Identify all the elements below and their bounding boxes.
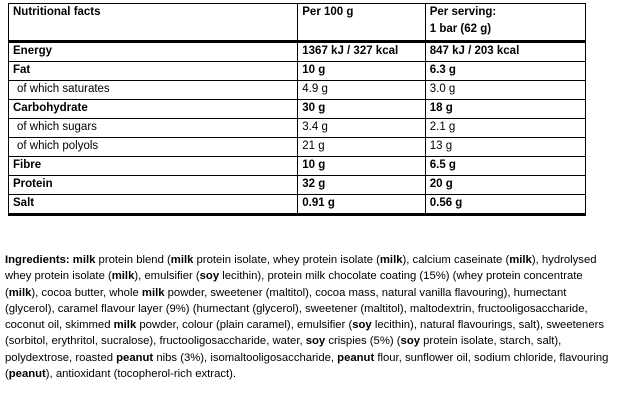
value-per-serving: 6.3 g <box>425 62 585 81</box>
ingredient-text: ), emulsifier ( <box>134 270 200 283</box>
allergen-highlight: peanut <box>8 368 46 381</box>
value-per-serving: 13 g <box>425 138 585 157</box>
ingredients-list <box>5 254 608 380</box>
nutrition-table <box>8 3 586 216</box>
table-row-polyols <box>9 138 586 157</box>
nutrient-name: Energy <box>9 42 298 62</box>
value-per-100g: 0.91 g <box>298 195 425 215</box>
value-per-serving: 0.56 g <box>425 195 585 215</box>
header-per-serving <box>425 4 585 42</box>
value-per-serving: 3.0 g <box>425 81 585 100</box>
value-per-100g: 30 g <box>298 100 425 119</box>
value-per-100g: 3.4 g <box>298 119 425 138</box>
value-per-serving: 847 kJ / 203 kcal <box>425 42 585 62</box>
allergen-highlight: milk <box>509 254 532 266</box>
allergen-highlight: soy <box>400 335 421 348</box>
ingredient-text: lecithin), natural flavourings, salt), sweeteners (sorbitol, erythritol, sucralose), fructooligosaccharide, water, <box>5 319 605 348</box>
nutrient-name: of which polyols <box>9 138 298 157</box>
ingredients-text <box>5 252 613 382</box>
ingredient-text: lecithin), protein milk chocolate coating (15%) (whey protein concentrate ( <box>5 270 583 299</box>
header-nutritional-facts: Nutritional facts <box>9 4 298 42</box>
allergen-highlight: milk <box>72 254 96 266</box>
ingredient-text: flour, sunflower oil, sodium chloride, flavouring ( <box>5 351 609 381</box>
allergen-highlight: milk <box>111 270 135 283</box>
table-row-energy <box>9 42 586 62</box>
nutrient-name: Fat <box>9 62 298 81</box>
allergen-highlight: soy <box>199 270 220 283</box>
table-row-carbohydrate <box>9 100 586 119</box>
allergen-highlight: milk <box>113 319 137 332</box>
table-row-fibre <box>9 157 586 176</box>
value-per-serving: 18 g <box>425 100 585 119</box>
value-per-100g: 1367 kJ / 327 kcal <box>298 42 425 62</box>
table-row-fat <box>9 62 586 81</box>
ingredient-text: ), cocoa butter, whole <box>31 286 142 299</box>
allergen-highlight: peanut <box>337 351 375 364</box>
allergen-highlight: peanut <box>116 351 154 364</box>
nutrient-name: of which saturates <box>9 81 298 100</box>
ingredient-text: ), calcium caseinate ( <box>402 254 510 266</box>
table-row-saturates <box>9 81 586 100</box>
table-row-sugars <box>9 119 586 138</box>
ingredient-text: nibs (3%), isomaltooligosaccharide, <box>153 351 338 364</box>
allergen-highlight: milk <box>8 286 32 299</box>
header-per-serving-line1: Per serving: <box>429 6 497 18</box>
nutrient-name: Salt <box>9 195 298 215</box>
nutrient-name: of which sugars <box>9 119 298 138</box>
value-per-100g: 32 g <box>298 176 425 195</box>
allergen-highlight: milk <box>170 254 194 266</box>
value-per-100g: 21 g <box>298 138 425 157</box>
ingredient-text: crispies (5%) ( <box>325 335 401 348</box>
value-per-100g: 10 g <box>298 62 425 81</box>
allergen-highlight: soy <box>305 335 326 348</box>
allergen-highlight: milk <box>379 254 403 266</box>
table-header-row <box>9 4 586 42</box>
header-per-serving-line2: 1 bar (62 g) <box>429 23 492 35</box>
value-per-100g: 4.9 g <box>298 81 425 100</box>
nutrient-name: Carbohydrate <box>9 100 298 119</box>
ingredient-text: powder, sweetener (maltitol), cocoa mass, natural vanilla flavouring), humectant (glycerol), caramel flavour layer (9%) (humectant (glycerol), sweetener (maltitol), maltodextrin, fructooligosaccharide, coconut oil, skimmed <box>5 286 588 332</box>
ingredient-text: ), antioxidant (tocopherol-rich extract). <box>45 368 237 381</box>
allergen-highlight: milk <box>141 286 165 299</box>
nutrient-name: Protein <box>9 176 298 195</box>
ingredient-text: ), hydrolysed whey protein isolate ( <box>5 254 597 283</box>
table-row-protein <box>9 176 586 195</box>
value-per-serving: 20 g <box>425 176 585 195</box>
nutrient-name: Fibre <box>9 157 298 176</box>
ingredient-text: protein isolate, starch, salt), polydextrose, roasted <box>5 335 562 364</box>
value-per-serving: 6.5 g <box>425 157 585 176</box>
ingredient-text: powder, colour (plain caramel), emulsifier ( <box>136 319 353 332</box>
value-per-serving: 2.1 g <box>425 119 585 138</box>
ingredient-text: protein blend ( <box>95 254 171 266</box>
table-row-salt <box>9 195 586 215</box>
allergen-highlight: soy <box>352 319 372 332</box>
value-per-100g: 10 g <box>298 157 425 176</box>
ingredients-label: Ingredients: <box>5 254 70 266</box>
header-per-100g: Per 100 g <box>298 4 425 42</box>
ingredient-text: protein isolate, whey protein isolate ( <box>193 254 380 266</box>
